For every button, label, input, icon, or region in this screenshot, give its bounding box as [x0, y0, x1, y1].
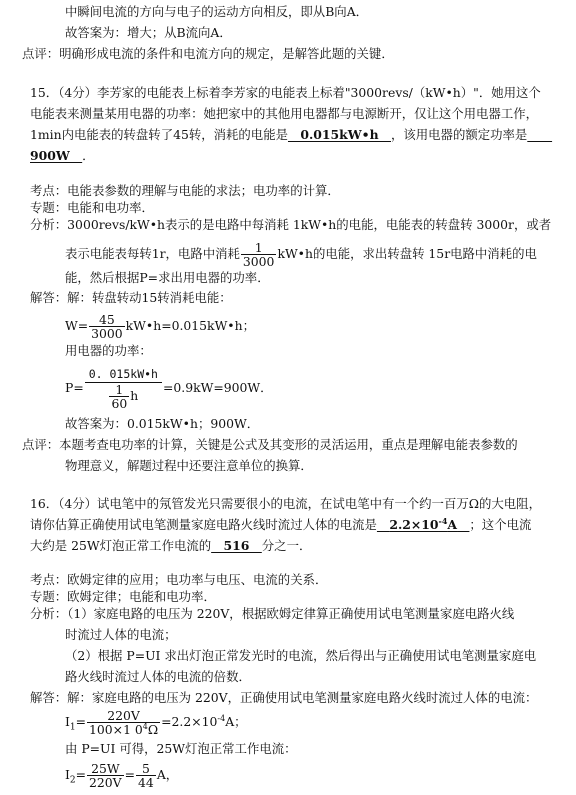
formula-p-result: =0.9kW=900W． [162, 380, 273, 395]
fraction-numerator: 45 [89, 313, 125, 327]
comment-line [22, 46, 394, 62]
fraction-numerator: 220V [87, 709, 160, 723]
q16-fraction-i1 [87, 709, 160, 736]
q16-kaodian-text: 欧姆定律的应用；电功率与电压、电流的关系． [67, 572, 328, 587]
q15-formula-w [65, 312, 255, 340]
formula-i2-equals: = [75, 767, 87, 782]
q16-stem-line1: 16．（4分）试电笔中的氖管发光只需要很小的电流，在试电笔中有一个约一百万Ω的大电阻， [30, 496, 541, 511]
answer-line: 故答案为：增大；从B流向A． [65, 25, 232, 40]
q15-stem-line2: 电能表来测量某用电器的功率：她把家中的其他用电器都与电源断开，仅让这个用电器工作， [30, 106, 539, 121]
q15-dianping [22, 437, 518, 453]
formula-i2-subscript: 2 [69, 775, 76, 786]
q16-jieda-text1: 解：家庭电路的电压为 220V，正确使用试电笔测量家庭电路火线时流过人体的电流： [67, 690, 538, 705]
fraction-unit: h [130, 388, 139, 403]
q16-stem-line2 [30, 517, 531, 533]
formula-i1-equals: = [75, 714, 87, 729]
q15-stem-line1: 15．（4分）李芳家的电能表上标着李芳家的电能表上标着"3000revs/（kW•h）"．她用这个 [30, 85, 541, 100]
q16-stem2-text: 请你估算正确使用试电笔测量家庭电路火线时流过人体的电流是 [30, 517, 377, 532]
q15-answer-blank [527, 127, 552, 142]
q16-kaodian-label: 考点： [30, 572, 68, 587]
q15-power-label: 用电器的功率： [65, 343, 152, 358]
q15-jieda [30, 290, 232, 306]
q15-stem-line3 [30, 127, 552, 143]
q15-dianping-line2: 物理意义，解题过程中还要注意单位的换算． [65, 458, 313, 473]
fraction-denominator-base: 100×1 0 [89, 722, 143, 737]
q15-jieda-label: 解答： [30, 290, 68, 305]
fraction-numerator: 5 [136, 762, 156, 776]
q15-kaodian-text: 电能表参数的理解与电能的求法；电功率的计算． [67, 183, 340, 198]
q15-stem-line4 [30, 148, 95, 164]
q15-fenxi-label: 分析： [30, 217, 68, 232]
q15-fenxi2-text: 表示电能表每转1r，电路中消耗 [65, 246, 240, 261]
q15-fenxi2-text2: kW•h的电能，求出转盘转 15r电路中消耗的电 [277, 246, 537, 261]
q15-fraction-1-60 [109, 383, 129, 410]
fraction-denominator: 3000 [242, 254, 275, 269]
q15-zhuanti [30, 200, 154, 216]
fraction-denominator: 220V [89, 775, 122, 790]
q15-fraction-power [85, 367, 162, 410]
q15-fenxi-text1: 3000revs/kW•h表示的是电路中每消耗 1kW•h的电能，电能表的转盘转 3000r，或者 [67, 217, 552, 232]
q16-formula-i2 [65, 758, 178, 792]
q16-answer-current [377, 517, 469, 532]
q15-kaodian-label: 考点： [30, 183, 68, 198]
formula-w-prefix: W= [65, 318, 89, 333]
q16-kaodian [30, 572, 327, 588]
q16-fenxi-line4: 路火线时流过人体的电流的倍数． [65, 669, 251, 684]
q15-fraction-45-3000 [89, 313, 125, 340]
comment-label: 点评： [22, 46, 60, 61]
q15-jieda-text1: 解：转盘转动15转消耗电能： [67, 290, 232, 305]
q16-jieda-label: 解答： [30, 690, 68, 705]
q15-dianping-label: 点评： [22, 437, 60, 452]
fraction-numerator: 25W [87, 762, 124, 776]
q16-answer-current-base: 2.2×10 [389, 517, 439, 532]
q15-fenxi-line3: 能，然后根据P=求出用电器的功率． [65, 270, 270, 285]
formula-i2-unit: A， [156, 767, 179, 782]
q16-fenxi-line2: 时流过人体的电流； [65, 627, 177, 642]
q16-zhuanti-text: 欧姆定律；电能和电功率． [67, 589, 216, 604]
fraction-denominator-exp: 4 [142, 721, 148, 731]
q15-answer-power: 900W [30, 148, 83, 163]
fraction-denominator [85, 383, 162, 410]
formula-i2-equals2: = [124, 767, 136, 782]
formula-i1-result-exp: -4 [217, 713, 226, 723]
formula-i1-subscript: 1 [69, 722, 76, 733]
q16-pui-line: 由 P=UI 可得，25W灯泡正常工作电流： [65, 741, 297, 756]
q16-stem3-text2: 分之一． [261, 538, 312, 553]
formula-i2-symbol: I [65, 767, 70, 782]
q15-zhuanti-text: 电能和电功率． [67, 200, 154, 215]
formula-i1-result: =2.2×10 [161, 714, 218, 729]
continuation-line: 中瞬间电流的方向与电子的运动方向相反，即从B向A． [65, 4, 369, 19]
q16-formula-i1 [65, 704, 247, 740]
q16-answer-ratio: 516 [211, 538, 262, 553]
formula-w-result: kW•h=0.015kW•h； [125, 318, 255, 333]
q15-kaodian [30, 183, 340, 199]
q16-answer-current-unit: A [447, 517, 458, 532]
q15-answer-summary: 故答案为：0.015kW•h；900W． [65, 416, 260, 431]
formula-p-prefix: P= [65, 380, 84, 395]
q16-stem3-text: 大约是 25W灯泡正常工作电流的 [30, 538, 212, 553]
q16-fenxi-text1: （1）家庭电路的电压为 220V，根据欧姆定律算正确使用试电笔测量家庭电路火线 [67, 606, 515, 621]
q16-fenxi-line3: （2）根据 P=UI 求出灯泡正常发光时的电流，然后得出与正确使用试电笔测量家庭电 [65, 648, 537, 663]
formula-i1-result-unit: A； [225, 714, 247, 729]
q16-fraction-i2 [87, 762, 124, 789]
q16-stem-line3 [30, 538, 311, 554]
q15-answer-energy: 0.015kW•h [287, 127, 391, 142]
q15-fenxi [30, 217, 551, 233]
q16-answer-current-exp: -4 [438, 515, 448, 526]
comment-text: 明确形成电流的条件和电流方向的规定，是解答此题的关键． [59, 46, 394, 61]
fraction-denominator: 60 [111, 396, 128, 411]
q15-zhuanti-label: 专题： [30, 200, 68, 215]
fraction-numerator: 1 [109, 383, 129, 397]
q16-fenxi-label: 分析： [30, 606, 68, 621]
q15-formula-p [65, 364, 272, 412]
q15-stem3-text2: ，该用电器的额定功率是 [391, 127, 528, 142]
fraction-numerator: 0. 015kW•h [85, 367, 162, 383]
q15-stem3-text: 1min内电能表的转盘转了45转，消耗的电能是 [30, 127, 288, 142]
fraction-denominator: 44 [138, 775, 154, 790]
formula-i1-symbol: I [65, 714, 70, 729]
q16-stem2-text2: ；这个电流 [469, 517, 532, 532]
q15-dianping-text1: 本题考查电功率的计算，关键是公式及其变形的灵活运用，重点是理解电能表参数的 [59, 437, 518, 452]
fraction-denominator [87, 723, 160, 736]
q16-zhuanti [30, 589, 216, 605]
q16-zhuanti-label: 专题： [30, 589, 68, 604]
fraction-denominator-unit: Ω [147, 722, 159, 737]
q16-fenxi [30, 606, 514, 622]
fraction-denominator: 3000 [91, 326, 123, 341]
q15-fenxi-line2 [65, 240, 537, 268]
q15-fraction-1-3000 [241, 241, 277, 268]
fraction-numerator: 1 [241, 241, 277, 255]
q16-fraction-5-44 [136, 762, 156, 789]
q15-stem4-end: ． [82, 148, 95, 163]
